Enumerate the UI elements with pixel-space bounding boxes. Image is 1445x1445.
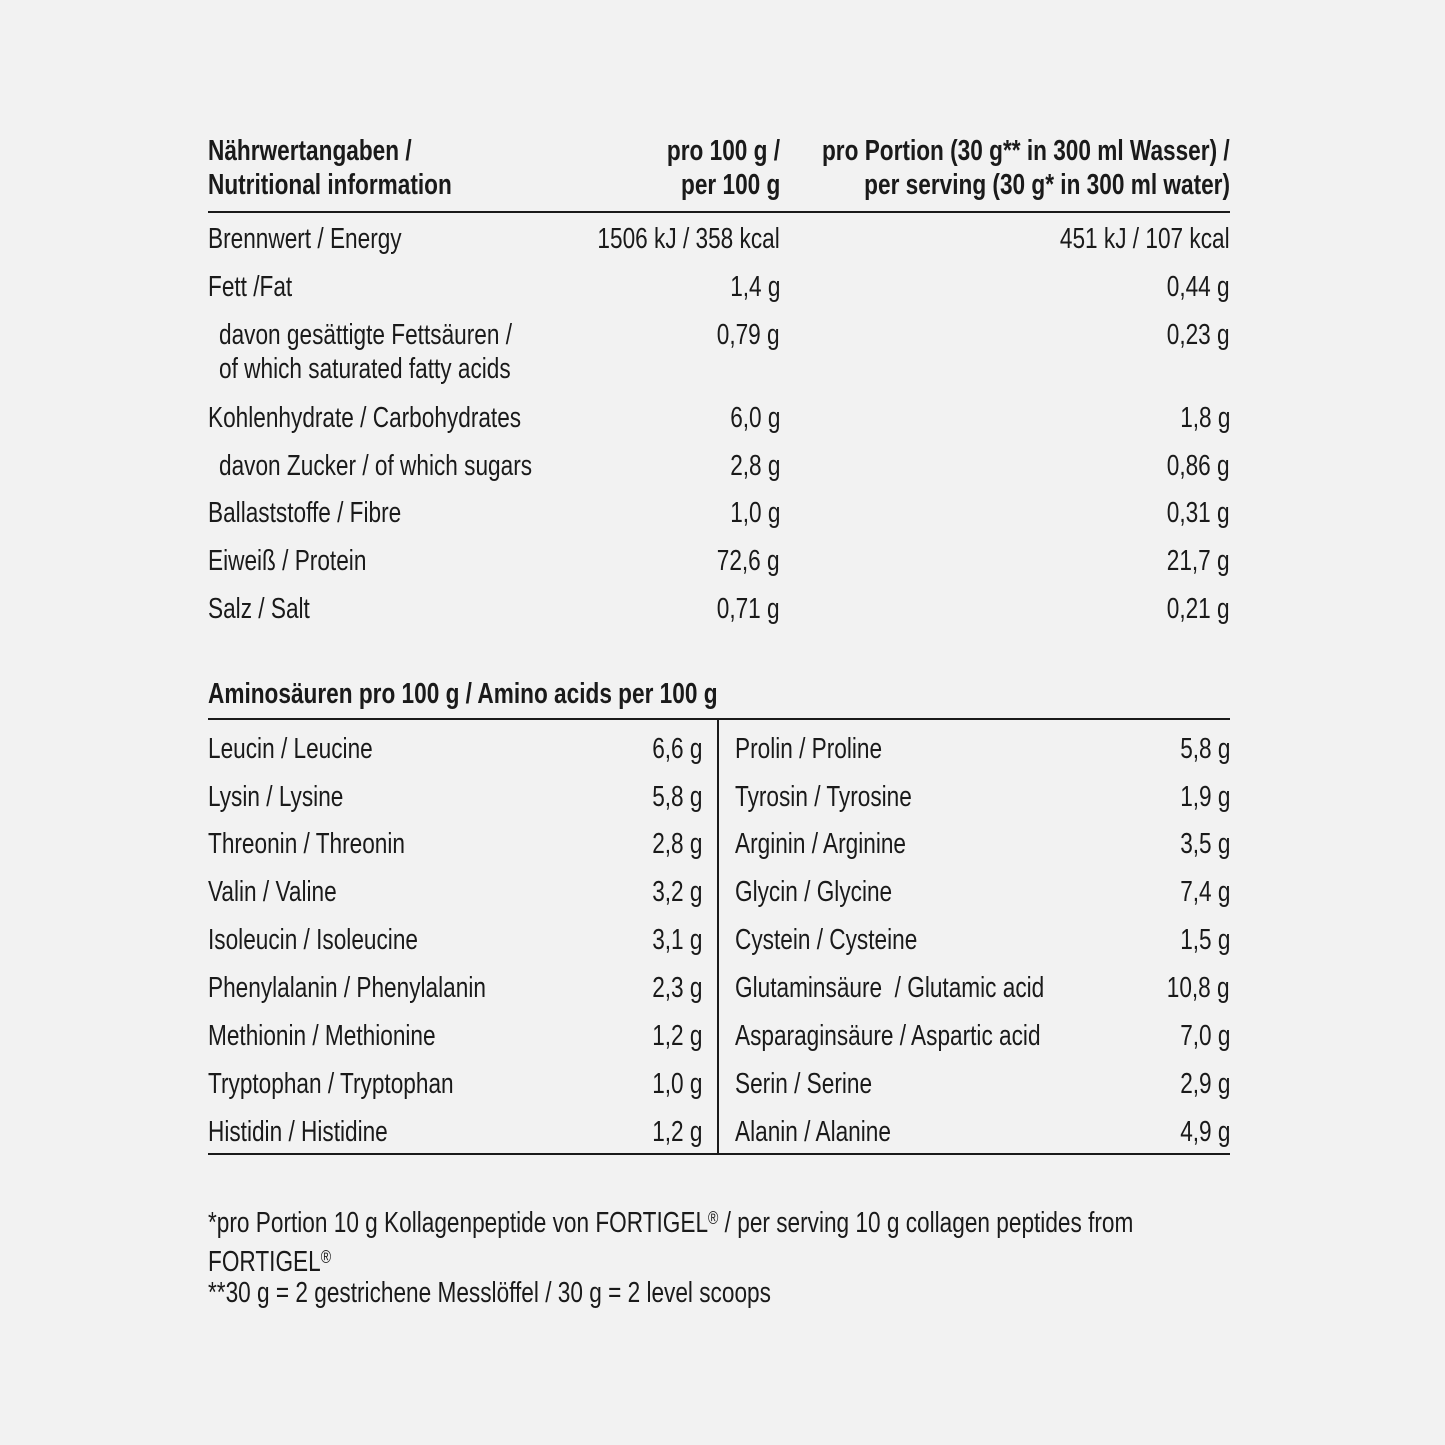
row-serving: 0,31 g — [1167, 497, 1230, 529]
footnote-1-text-b: / per serving 10 g collagen peptides from — [718, 1207, 1134, 1239]
amino-name: Tryptophan / Tryptophan — [208, 1068, 454, 1100]
amino-header-rule — [208, 718, 1230, 720]
amino-name: Prolin / Proline — [735, 733, 883, 765]
footnote-2 — [208, 1276, 930, 1310]
nutrition-header-label — [208, 134, 521, 202]
amino-name: Leucin / Leucine — [208, 733, 373, 765]
row-label: Brennwert / Energy — [208, 223, 402, 255]
row-per100: 2,8 g — [729, 450, 780, 482]
amino-value: 5,8 g — [1179, 733, 1230, 765]
row-label: Salz / Salt — [208, 593, 310, 625]
amino-value: 4,9 g — [1179, 1116, 1230, 1148]
row-per100: 1,0 g — [729, 497, 780, 529]
footnote-1-text-a: *pro Portion 10 g Kollagenpeptide von FORTIGEL — [208, 1207, 709, 1239]
row-per100: 0,79 g — [717, 319, 780, 351]
amino-name: Serin / Serine — [735, 1068, 873, 1100]
amino-value: 2,8 g — [651, 828, 702, 860]
row-per100: 6,0 g — [729, 402, 780, 434]
header-label-de: Nährwertangaben / — [208, 135, 412, 167]
row-serving: 21,7 g — [1167, 545, 1230, 577]
amino-value: 1,5 g — [1179, 924, 1230, 956]
row-label: davon gesättigte Fettsäuren / — [219, 319, 512, 351]
amino-name: Glycin / Glycine — [735, 876, 893, 908]
row-per100: 0,71 g — [717, 593, 780, 625]
amino-bottom-rule — [208, 1153, 1230, 1155]
amino-name: Alanin / Alanine — [735, 1116, 891, 1148]
amino-name: Threonin / Threonin — [208, 828, 405, 860]
amino-name: Isoleucin / Isoleucine — [208, 924, 418, 956]
row-per100: 72,6 g — [717, 545, 780, 577]
nutrition-header-serving — [707, 134, 1230, 202]
amino-value: 5,8 g — [651, 781, 702, 813]
amino-name: Tyrosin / Tyrosine — [735, 781, 912, 813]
row-label: Fett /Fat — [208, 271, 293, 303]
amino-title — [208, 677, 861, 711]
amino-value: 3,2 g — [651, 876, 702, 908]
amino-value: 1,2 g — [651, 1020, 702, 1052]
amino-value: 1,9 g — [1179, 781, 1230, 813]
row-serving: 451 kJ / 107 kcal — [1060, 223, 1230, 255]
amino-name: Arginin / Arginine — [735, 828, 907, 860]
amino-name: Cystein / Cysteine — [735, 924, 918, 956]
amino-value: 1,2 g — [651, 1116, 702, 1148]
amino-value: 1,0 g — [651, 1068, 702, 1100]
amino-value: 3,5 g — [1179, 828, 1230, 860]
header-label-en: Nutritional information — [208, 169, 452, 201]
amino-value: 2,9 g — [1179, 1068, 1230, 1100]
row-serving: 0,23 g — [1167, 319, 1230, 351]
amino-name: Valin / Valine — [208, 876, 337, 908]
footnote-2-text: **30 g = 2 gestrichene Messlöffel / 30 g = 2 level scoops — [208, 1277, 771, 1309]
amino-title-text: Aminosäuren pro 100 g / Amino acids per 100 g — [208, 678, 718, 710]
amino-value: 7,0 g — [1179, 1020, 1230, 1052]
row-label: Ballaststoffe / Fibre — [208, 497, 402, 529]
row-label-secondary: of which saturated fatty acids — [219, 353, 511, 385]
footnote-1-text-c: FORTIGEL — [208, 1246, 321, 1278]
amino-value: 7,4 g — [1179, 876, 1230, 908]
row-per100: 1506 kJ / 358 kcal — [597, 223, 780, 255]
amino-name: Asparaginsäure / Aspartic acid — [735, 1020, 1041, 1052]
row-label: davon Zucker / of which sugars — [219, 450, 533, 482]
row-serving: 1,8 g — [1179, 402, 1230, 434]
row-per100: 1,4 g — [729, 271, 780, 303]
row-label: Kohlenhydrate / Carbohydrates — [208, 402, 522, 434]
amino-value: 2,3 g — [651, 972, 702, 1004]
row-serving: 0,86 g — [1167, 450, 1230, 482]
amino-name: Glutaminsäure / Glutamic acid — [735, 972, 1045, 1004]
footnote-1 — [208, 1201, 1394, 1279]
amino-name: Phenylalanin / Phenylalanin — [208, 972, 486, 1004]
registered-mark: ® — [708, 1208, 719, 1228]
row-serving: 0,21 g — [1167, 593, 1230, 625]
amino-column-divider — [717, 720, 719, 1155]
header-serving-de: pro Portion (30 g** in 300 ml Wasser) / — [822, 135, 1230, 167]
amino-name: Lysin / Lysine — [208, 781, 344, 813]
registered-mark: ® — [320, 1247, 332, 1267]
amino-name: Methionin / Methionine — [208, 1020, 436, 1052]
amino-value: 3,1 g — [651, 924, 702, 956]
header-serving-en: per serving (30 g* in 300 ml water) — [864, 169, 1230, 201]
amino-name: Histidin / Histidine — [208, 1116, 388, 1148]
row-serving: 0,44 g — [1167, 271, 1230, 303]
amino-value: 6,6 g — [651, 733, 702, 765]
header-per100-en: per 100 g — [680, 169, 780, 201]
nutrition-header-rule — [208, 211, 1230, 213]
header-per100-de: pro 100 g / — [666, 135, 780, 167]
amino-value: 10,8 g — [1167, 972, 1230, 1004]
row-label: Eiweiß / Protein — [208, 545, 367, 577]
